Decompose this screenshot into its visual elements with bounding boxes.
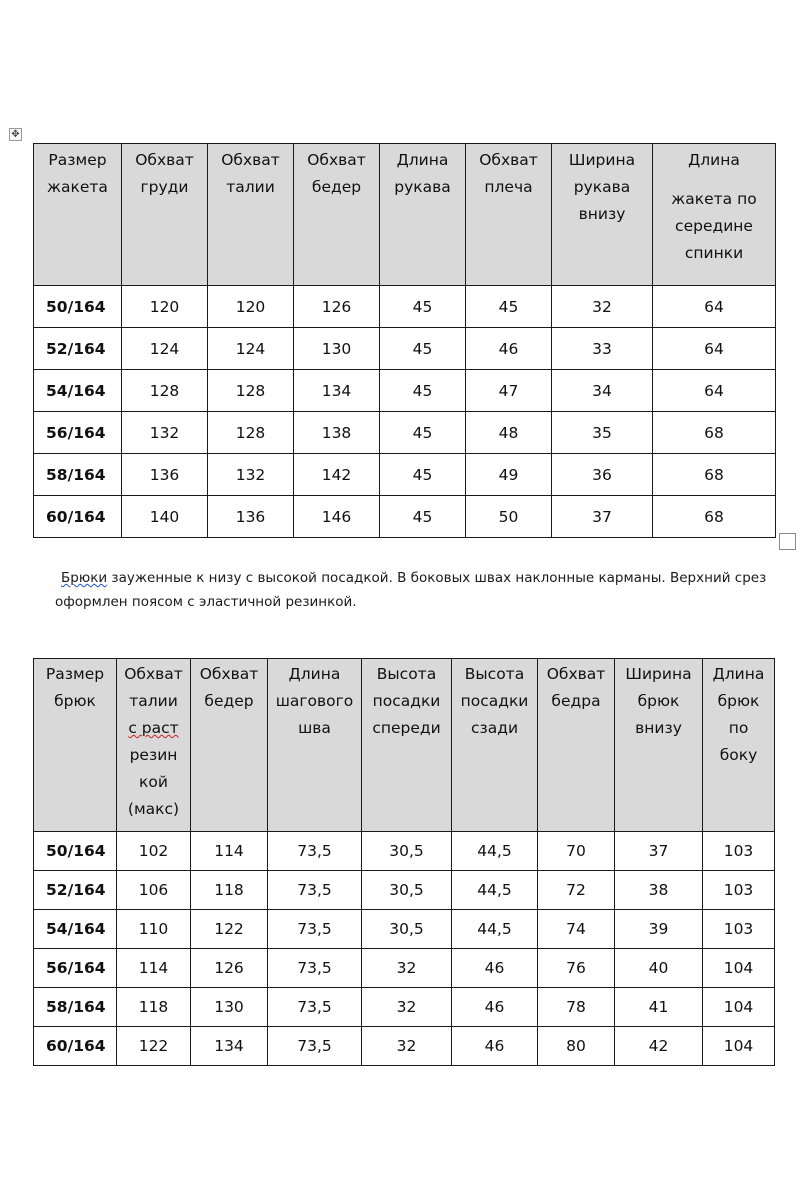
measurement-cell: 45 <box>380 286 466 328</box>
table-row <box>34 412 776 454</box>
measurement-cell: 46 <box>452 1027 538 1066</box>
measurement-cell: 130 <box>294 328 380 370</box>
jacket-header-row <box>34 144 776 286</box>
header-text: (макс) <box>127 800 180 818</box>
pants-table-body <box>34 832 775 1066</box>
measurement-cell: 126 <box>294 286 380 328</box>
measurement-cell: 64 <box>653 370 776 412</box>
measurement-cell: 118 <box>191 871 268 910</box>
size-cell: 60/164 <box>34 496 122 538</box>
measurement-cell: 130 <box>191 988 268 1027</box>
size-cell: 52/164 <box>34 871 117 910</box>
measurement-cell: 70 <box>538 832 615 871</box>
column-header <box>615 659 703 832</box>
header-text: боку <box>719 746 758 764</box>
measurement-cell: 78 <box>538 988 615 1027</box>
measurement-cell: 120 <box>208 286 294 328</box>
measurement-cell: 122 <box>117 1027 191 1066</box>
column-header <box>191 659 268 832</box>
measurement-cell: 136 <box>122 454 208 496</box>
measurement-cell: 35 <box>552 412 653 454</box>
column-header <box>653 144 776 286</box>
jacket-table-body <box>34 286 776 538</box>
table-move-handle-icon[interactable]: ✥ <box>9 128 22 141</box>
column-header <box>452 659 538 832</box>
table-row <box>34 370 776 412</box>
description-first-word: Брюки <box>61 570 108 586</box>
table-row <box>34 871 775 910</box>
column-header <box>117 659 191 832</box>
header-text: Обхват <box>199 665 259 683</box>
header-text: кой <box>139 773 168 791</box>
measurement-cell: 45 <box>380 328 466 370</box>
header-text: Длина <box>712 665 765 683</box>
header-text: Обхват <box>479 151 538 169</box>
size-cell: 52/164 <box>34 328 122 370</box>
table-row <box>34 286 776 328</box>
column-header <box>703 659 775 832</box>
measurement-cell: 32 <box>362 1027 452 1066</box>
header-text: груди <box>140 178 189 196</box>
table-row <box>34 454 776 496</box>
measurement-cell: 124 <box>122 328 208 370</box>
measurement-cell: 32 <box>362 988 452 1027</box>
header-text: жакета по <box>671 190 757 208</box>
measurement-cell: 48 <box>466 412 552 454</box>
measurement-cell: 142 <box>294 454 380 496</box>
measurement-cell: 45 <box>380 496 466 538</box>
measurement-cell: 44,5 <box>452 832 538 871</box>
header-text: брюк <box>54 692 96 710</box>
column-header <box>552 144 653 286</box>
size-cell: 56/164 <box>34 949 117 988</box>
measurement-cell: 64 <box>653 286 776 328</box>
measurement-cell: 44,5 <box>452 871 538 910</box>
size-cell: 54/164 <box>34 910 117 949</box>
measurement-cell: 103 <box>703 871 775 910</box>
header-text: внизу <box>578 205 626 223</box>
size-cell: 54/164 <box>34 370 122 412</box>
measurement-cell: 44,5 <box>452 910 538 949</box>
measurement-cell: 49 <box>466 454 552 496</box>
column-header <box>268 659 362 832</box>
header-text: Высота <box>376 665 437 683</box>
measurement-cell: 46 <box>466 328 552 370</box>
jacket-size-table <box>33 143 776 538</box>
measurement-cell: 32 <box>362 949 452 988</box>
measurement-cell: 146 <box>294 496 380 538</box>
measurement-cell: 45 <box>466 286 552 328</box>
header-text: Ширина <box>568 151 636 169</box>
measurement-cell: 103 <box>703 832 775 871</box>
header-text: Длина <box>396 151 449 169</box>
measurement-cell: 47 <box>466 370 552 412</box>
table-row <box>34 496 776 538</box>
header-text: рукава <box>394 178 451 196</box>
header-text: спинки <box>684 244 744 262</box>
measurement-cell: 45 <box>380 412 466 454</box>
pants-size-table <box>33 658 775 1066</box>
description-line-2: оформлен поясом с эластичной резинкой. <box>55 594 357 610</box>
size-cell: 58/164 <box>34 988 117 1027</box>
measurement-cell: 124 <box>208 328 294 370</box>
measurement-cell: 37 <box>552 496 653 538</box>
measurement-cell: 39 <box>615 910 703 949</box>
header-text: плеча <box>484 178 533 196</box>
header-text: посадки <box>372 692 441 710</box>
measurement-cell: 134 <box>294 370 380 412</box>
header-text: рукава <box>573 178 631 196</box>
header-text: с раст <box>128 719 179 737</box>
measurement-cell: 136 <box>208 496 294 538</box>
measurement-cell: 114 <box>191 832 268 871</box>
header-text: жакета <box>47 178 108 196</box>
size-cell: 58/164 <box>34 454 122 496</box>
column-header <box>34 144 122 286</box>
measurement-cell: 46 <box>452 949 538 988</box>
header-text: Обхват <box>221 151 280 169</box>
measurement-cell: 73,5 <box>268 871 362 910</box>
measurement-cell: 126 <box>191 949 268 988</box>
measurement-cell: 103 <box>703 910 775 949</box>
column-header <box>538 659 615 832</box>
header-text: Высота <box>464 665 525 683</box>
header-text: шагового <box>275 692 354 710</box>
measurement-cell: 132 <box>208 454 294 496</box>
measurement-cell: 73,5 <box>268 910 362 949</box>
measurement-cell: 68 <box>653 496 776 538</box>
measurement-cell: 76 <box>538 949 615 988</box>
measurement-cell: 37 <box>615 832 703 871</box>
measurement-cell: 106 <box>117 871 191 910</box>
header-text: Размер <box>45 665 105 683</box>
measurement-cell: 50 <box>466 496 552 538</box>
header-text: Ширина <box>625 665 692 683</box>
header-text: резин <box>129 746 178 764</box>
column-header <box>362 659 452 832</box>
measurement-cell: 30,5 <box>362 871 452 910</box>
measurement-cell: 42 <box>615 1027 703 1066</box>
measurement-cell: 104 <box>703 1027 775 1066</box>
measurement-cell: 114 <box>117 949 191 988</box>
column-header <box>34 659 117 832</box>
measurement-cell: 64 <box>653 328 776 370</box>
measurement-cell: 41 <box>615 988 703 1027</box>
size-cell: 60/164 <box>34 1027 117 1066</box>
measurement-cell: 68 <box>653 412 776 454</box>
header-text: середине <box>675 217 753 235</box>
pants-header-row <box>34 659 775 832</box>
column-header <box>208 144 294 286</box>
measurement-cell: 104 <box>703 949 775 988</box>
measurement-cell: 33 <box>552 328 653 370</box>
header-text: талии <box>226 178 275 196</box>
table-row <box>34 949 775 988</box>
column-header <box>380 144 466 286</box>
size-cell: 50/164 <box>34 832 117 871</box>
header-text: бедер <box>311 178 362 196</box>
measurement-cell: 73,5 <box>268 949 362 988</box>
table-row <box>34 910 775 949</box>
measurement-cell: 102 <box>117 832 191 871</box>
measurement-cell: 104 <box>703 988 775 1027</box>
header-text: по <box>728 719 749 737</box>
column-header <box>122 144 208 286</box>
column-header <box>294 144 380 286</box>
header-text: талии <box>129 692 178 710</box>
measurement-cell: 140 <box>122 496 208 538</box>
measurement-cell: 36 <box>552 454 653 496</box>
header-text: шва <box>298 719 331 737</box>
size-cell: 50/164 <box>34 286 122 328</box>
measurement-cell: 34 <box>552 370 653 412</box>
measurement-cell: 128 <box>208 370 294 412</box>
header-text: сзади <box>470 719 519 737</box>
header-text: спереди <box>372 719 441 737</box>
measurement-cell: 118 <box>117 988 191 1027</box>
header-text: внизу <box>635 719 682 737</box>
measurement-cell: 120 <box>122 286 208 328</box>
measurement-cell: 122 <box>191 910 268 949</box>
measurement-cell: 138 <box>294 412 380 454</box>
measurement-cell: 32 <box>552 286 653 328</box>
measurement-cell: 128 <box>122 370 208 412</box>
measurement-cell: 40 <box>615 949 703 988</box>
measurement-cell: 72 <box>538 871 615 910</box>
header-spacer <box>653 174 775 186</box>
header-text: Обхват <box>135 151 194 169</box>
table-resize-handle-icon[interactable] <box>779 533 796 550</box>
table-row <box>34 328 776 370</box>
measurement-cell: 68 <box>653 454 776 496</box>
description-line-1 <box>55 566 775 590</box>
header-text: Размер <box>48 151 107 169</box>
header-text: Обхват <box>307 151 366 169</box>
measurement-cell: 132 <box>122 412 208 454</box>
measurement-cell: 110 <box>117 910 191 949</box>
header-text: брюк <box>637 692 680 710</box>
header-text: Длина <box>688 151 740 169</box>
pants-description <box>55 566 775 614</box>
measurement-cell: 38 <box>615 871 703 910</box>
measurement-cell: 80 <box>538 1027 615 1066</box>
table-row <box>34 988 775 1027</box>
table-row <box>34 1027 775 1066</box>
measurement-cell: 73,5 <box>268 832 362 871</box>
measurement-cell: 45 <box>380 370 466 412</box>
header-text: Обхват <box>124 665 183 683</box>
table-row <box>34 832 775 871</box>
measurement-cell: 73,5 <box>268 1027 362 1066</box>
header-text: посадки <box>460 692 529 710</box>
header-text: Длина <box>288 665 341 683</box>
measurement-cell: 128 <box>208 412 294 454</box>
measurement-cell: 134 <box>191 1027 268 1066</box>
column-header <box>466 144 552 286</box>
measurement-cell: 74 <box>538 910 615 949</box>
measurement-cell: 30,5 <box>362 832 452 871</box>
size-cell: 56/164 <box>34 412 122 454</box>
measurement-cell: 73,5 <box>268 988 362 1027</box>
header-text: Обхват <box>546 665 606 683</box>
header-text: бедер <box>204 692 254 710</box>
measurement-cell: 30,5 <box>362 910 452 949</box>
header-text: бедра <box>551 692 601 710</box>
measurement-cell: 46 <box>452 988 538 1027</box>
measurement-cell: 45 <box>380 454 466 496</box>
header-text: брюк <box>717 692 760 710</box>
description-line-1-text: зауженные к низу с высокой посадкой. В боковых швах наклонные карманы. Верхний срез <box>107 570 767 586</box>
